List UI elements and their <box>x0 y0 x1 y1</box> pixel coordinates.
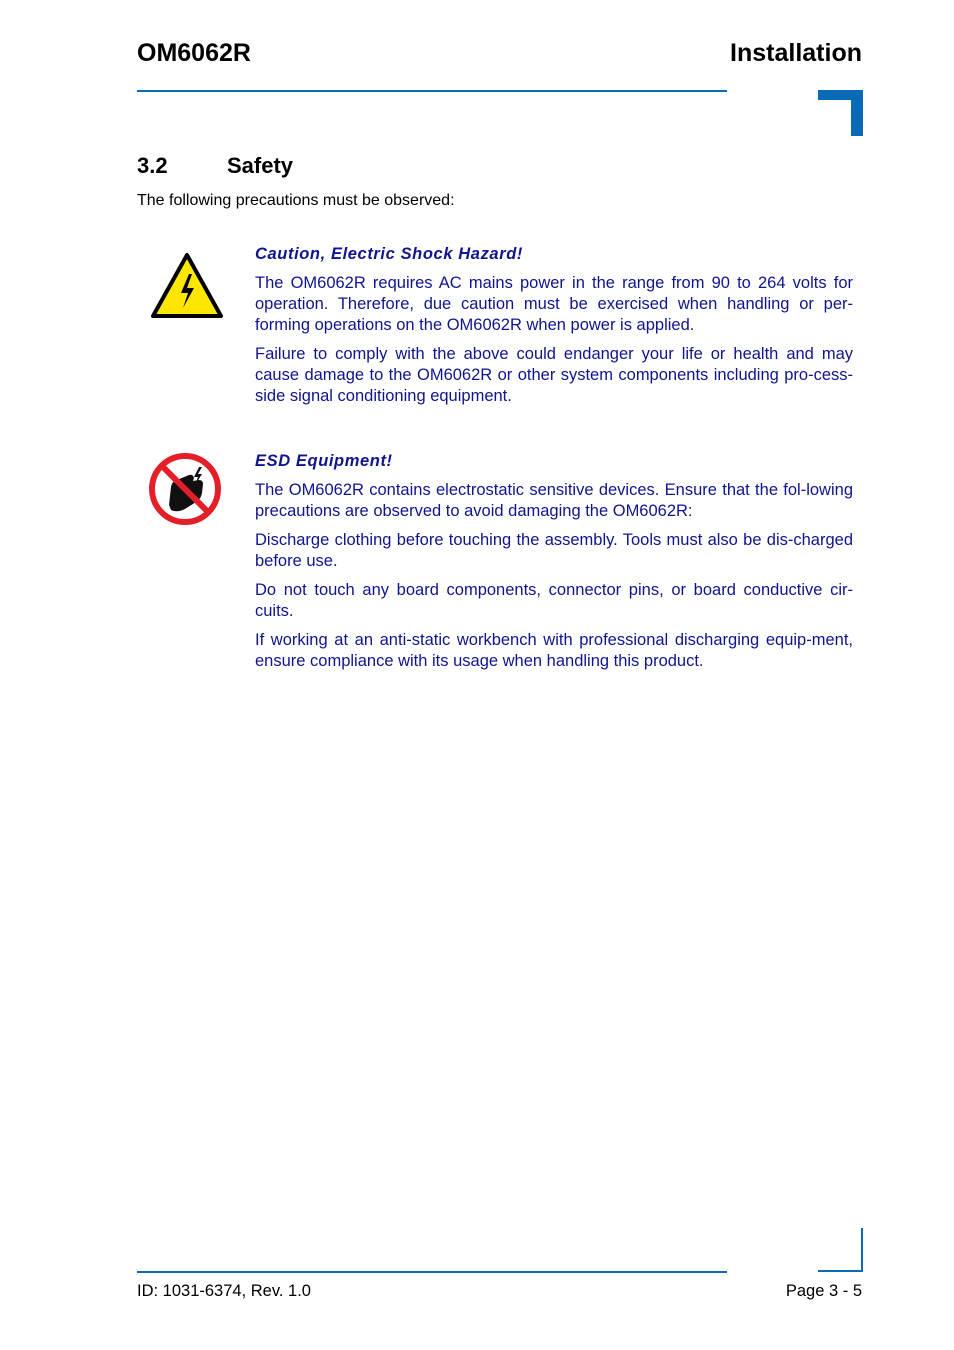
notice-paragraph: Discharge clothing before touching the assembly. Tools must also be dis-charged before use. <box>255 531 853 570</box>
esd-no-touch-icon <box>149 453 221 530</box>
footer-corner-mark-horizontal <box>818 1270 863 1272</box>
footer-corner-mark <box>861 1228 863 1272</box>
notice-paragraph: The OM6062R requires AC mains power in the range from 90 to 264 volts for operation. Therefore, due caution must be exercised when handling or per-forming operations on the OM6062R when power is applied. <box>255 274 853 334</box>
section-number: 3.2 <box>137 153 168 178</box>
footer-doc-id: ID: 1031-6374, Rev. 1.0 <box>137 1282 311 1300</box>
notice-title: Caution, Electric Shock Hazard! <box>255 245 523 263</box>
section-title: Safety <box>227 153 294 178</box>
header-chapter: Installation <box>730 39 862 67</box>
notice-esd <box>255 451 853 680</box>
header-corner-mark-vertical <box>851 90 863 136</box>
notice-paragraph: Do not touch any board components, connector pins, or board conductive cir-cuits. <box>255 581 853 620</box>
header-rule <box>137 90 727 92</box>
header-product: OM6062R <box>137 39 251 67</box>
section-intro: The following precautions must be observed: <box>137 192 455 209</box>
footer-page-number: Page 3 - 5 <box>785 1282 862 1300</box>
notice-electric-shock <box>255 244 853 415</box>
notice-title: ESD Equipment! <box>255 452 393 470</box>
notice-paragraph: If working at an anti-static workbench with professional discharging equip-ment, ensure compliance with its usage when handling this product. <box>255 631 853 670</box>
electric-shock-warning-icon <box>150 252 224 325</box>
footer-rule <box>137 1271 727 1273</box>
notice-paragraph: Failure to comply with the above could endanger your life or health and may cause damage to the OM6062R or other system components including pro-cess-side signal conditioning equipment. <box>255 345 853 405</box>
notice-paragraph: The OM6062R contains electrostatic sensitive devices. Ensure that the fol-lowing precautions are observed to avoid damaging the OM6062R: <box>255 481 853 520</box>
